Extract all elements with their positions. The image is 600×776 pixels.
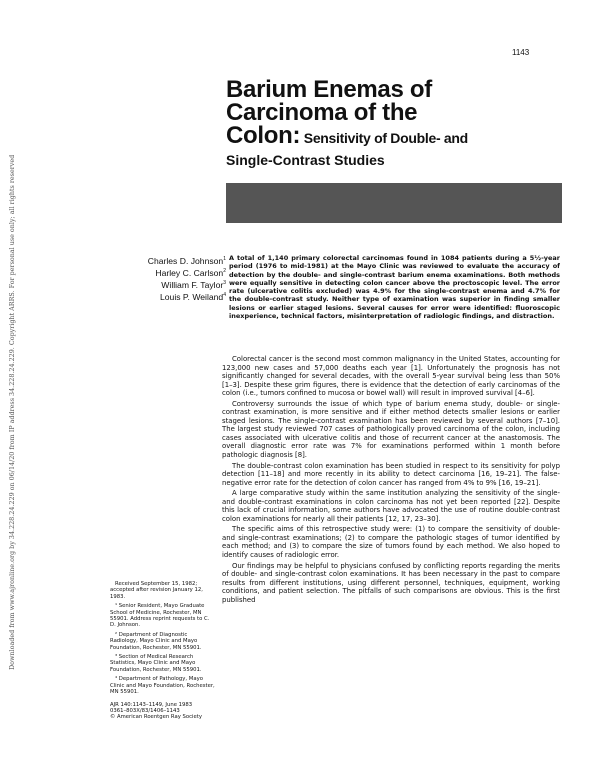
page-number: 1143 <box>512 48 530 57</box>
body-paragraph: The double-contrast colon examination has been studied in respect to its sensitivity for polyp detection [11–18] and more recently in its ability to detect carcinoma [16, 19–21]. The false-negative error rate for the detection of colon cancer has ranged from 4% to 9% [16, 19–21]. <box>222 461 560 487</box>
title-line-3-sub: Sensitivity of Double- and <box>300 130 468 146</box>
author-name: Charles D. Johnson <box>147 255 224 266</box>
footnote-affiliation: ² Department of Diagnostic Radiology, Mayo Clinic and Mayo Foundation, Rochester, MN 55901. <box>110 631 202 651</box>
citation-line: 0361–803X/83/1406–1143 <box>110 707 180 714</box>
abstract: A total of 1,140 primary colorectal carcinomas found in 1084 patients during a 5½-year period (1976 to mid-1981) at the Mayo Clinic was reviewed to evaluate the accuracy of detection by the double- and single-contrast barium enema examinations. Both methods were equally sensitive in detecting colon cancer above the proctoscopic level. The error rate (ulcerative colitis excluded) was 4.9% for the single-contrast enema and 4.7% for the double-contrast study. Neither type of examination was superior in finding smaller lesions or earlier staged lesions. Several causes for error were identified: fluoroscopic inexperience, technical factors, misinterpretation of radiologic findings, and distraction. <box>229 254 560 321</box>
title-line-3-main: Colon: <box>226 122 301 149</box>
footnote-affiliation: ⁴ Department of Pathology, Mayo Clinic and Mayo Foundation, Rochester, MN 55901. <box>110 676 215 696</box>
author-name: Harley C. Carlson <box>155 267 224 278</box>
footnote-affiliation: ¹ Senior Resident, Mayo Graduate School of Medicine, Rochester, MN 55901. Address reprint requests to C. D. Johnson. <box>110 603 210 629</box>
author <box>128 266 226 278</box>
title-line-1: Barium Enemas of <box>226 76 432 103</box>
body-paragraph: The specific aims of this retrospective study were: (1) to compare the sensitivity of double- and single-contrast examinations; (2) to compare the pathologic stages of tumor identified by each method; and (3) to compare the size of tumors found by each method. We also hoped to identify causes of radiologic error. <box>222 525 560 560</box>
article-body <box>222 355 560 606</box>
article-title <box>226 78 556 170</box>
download-notice <box>2 110 14 670</box>
body-paragraph: Colorectal cancer is the second most common malignancy in the United States, accounting for 123,000 new cases and 57,000 deaths each year [1]. Unfortunately the prognosis has not significantly changed for several decades, with the overall 5-year survival being less than 50% [1–3]. Despite these grim figures, there is evidence that the detection of early carcinomas of the colon (i.e., tumors confined to mucosa or bowel wall) will result in improved survival [4–6]. <box>222 355 560 398</box>
citation-line: © American Roentgen Ray Society <box>110 714 202 721</box>
title-banner-bar <box>226 183 562 223</box>
title-line-4: Single-Contrast Studies <box>226 152 385 168</box>
citation-line: AJR 140:1143–1149, June 1983 <box>110 701 193 708</box>
author-name: Louis P. Weiland <box>159 292 224 303</box>
author-name: William F. Taylor <box>161 279 224 290</box>
author <box>128 254 226 266</box>
footnote-affiliation: ³ Section of Medical Research Statistics, Mayo Clinic and Mayo Foundation, Rochester, MN 55901. <box>110 654 202 673</box>
footnotes <box>110 581 216 724</box>
title-line-2: Carcinoma of the <box>226 99 418 126</box>
body-paragraph: A large comparative study within the same institution analyzing the sensitivity of the single- and double-contrast examinations in colon carcinoma has not yet been reported [22]. Despite this lack of crucial information, some authors have advocated the use of routine double-contrast colon examinations for nearly all their patients [12, 17, 23–30]. <box>222 489 560 523</box>
journal-citation <box>110 702 216 721</box>
author-mark: 3 <box>223 280 226 287</box>
author-list <box>128 254 226 302</box>
author-mark: 4 <box>223 292 226 299</box>
body-paragraph: Controversy surrounds the issue of which type of barium enema study, double- or single-contrast examination, is more sensitive and if either method detects smaller lesions or earlier staged lesions. The single-contrast examination has been reviewed by several authors [7–10]. The largest study reviewed 707 cases of pathologically proved carcinoma of the colon, including cases associated with ulcerative colitis and those of recurrent cancer at the anastomosis. The overall diagnostic error rate was 7% for examinations performed within 1 month before pathologic diagnosis [8]. <box>222 399 560 460</box>
author <box>128 290 226 302</box>
footnote-received: Received September 15, 1982; accepted after revision January 12, 1983. <box>110 581 203 600</box>
author <box>128 278 226 290</box>
author-mark: 2 <box>223 268 226 275</box>
author-mark: 1 <box>223 256 226 262</box>
download-notice-text: Downloaded from www.ajronline.org by 34.228.24.229 on 06/14/20 from IP address 34.228.24.229. Copyright ARRS. For personal use only; all rights reserved <box>8 154 16 670</box>
title-line-3 <box>226 124 556 150</box>
body-paragraph: Our findings may be helpful to physicians confused by conflicting reports regarding the merits of double- and single-contrast colon examinations. It has been necessary in the past to compare results from different institutions, using different personnel, techniques, equipment, working conditions, and patient selection. The pitfalls of such comparisons are obvious. This is the first published <box>222 561 560 604</box>
